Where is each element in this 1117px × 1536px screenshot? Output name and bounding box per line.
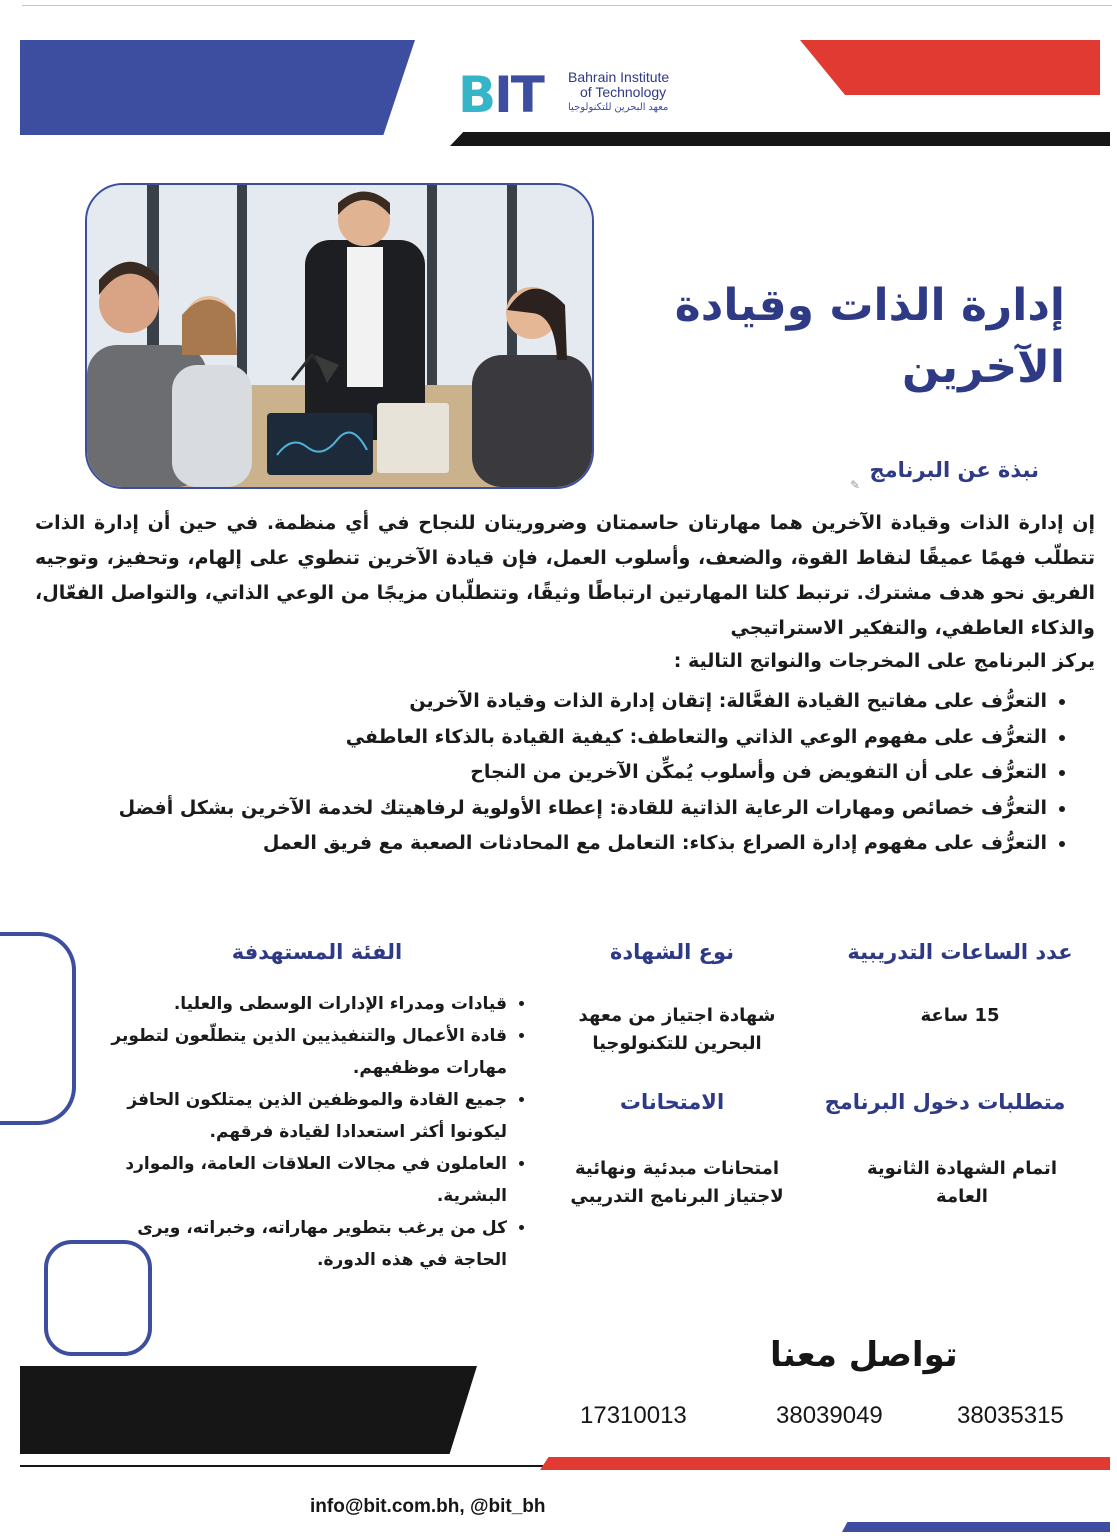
list-item: • التعرُّف على أن التفويض فن وأسلوب يُمكِّن الآخرين من النجاح	[47, 755, 1047, 791]
requirements-heading: متطلبات دخول البرنامج	[824, 1090, 1066, 1114]
logo-en-line1: Bahrain Institute	[568, 69, 670, 85]
phone-number[interactable]: 17310013	[580, 1402, 687, 1429]
phone-number[interactable]: 38035315	[957, 1402, 1064, 1429]
logo-ar-line: معهد البحرين للتكنولوجيا	[568, 102, 669, 113]
list-item: • التعرُّف على مفاتيح القيادة الفعَّالة: إتقان إدارة الذات وقيادة الآخرين	[47, 684, 1047, 720]
top-red-banner	[800, 40, 1100, 95]
list-item: • جميع القادة والموظفين الذين يمتلكون الحافز ليكونوا أكثر استعدادا لقيادة فرقهم.	[87, 1084, 507, 1148]
bottom-black-banner	[20, 1366, 477, 1454]
about-heading: نبذة عن البرنامج	[869, 458, 1039, 482]
email-social-line[interactable]: info@bit.com.bh, @bit_bh	[310, 1496, 546, 1517]
bottom-black-rule	[20, 1465, 543, 1467]
certificate-value: شهادة اجتياز من معهد البحرين للتكنولوجيا	[578, 1005, 776, 1054]
list-item: • كل من يرغب بتطوير مهاراته، وخبراته، ويرى الحاجة في هذه الدورة.	[87, 1212, 507, 1276]
logo-letter-b: B	[458, 66, 495, 124]
logo-wordmark	[568, 70, 669, 115]
intro-paragraph: إن إدارة الذات وقيادة الآخرين هما مهارتان حاسمتان وضروريتان للنجاح في أي منظمة. في حين أن إدارة الذات تتطلّب فهمًا عميقًا لنقاط القوة، والضعف، وأسلوب العمل، فإن قيادة الآخرين تنطوي على إلهام، وتحفيز، وتوجيه الفريق نحو هدف مشترك. ترتبط كلتا المهارتين ارتباطًا وثيقًا، وتتطلّبان مزيجًا من الوعي الذاتي، والتواصل الفعّال، والذكاء العاطفي، والتفكير الاستراتيجي	[35, 512, 1095, 639]
top-rule	[22, 5, 1112, 6]
list-item: • التعرُّف خصائص ومهارات الرعاية الذاتية للقادة: إعطاء الأولوية لرفاهيتك لخدمة الآخرين بشكل أفضل	[47, 791, 1047, 827]
contact-heading: تواصل معنا	[770, 1335, 958, 1375]
exams-value: امتحانات مبدئية ونهائية لاجتياز البرنامج التدريبي	[570, 1158, 784, 1207]
bottom-blue-stripe	[842, 1522, 1110, 1532]
requirements-value: اتمام الشهادة الثانوية العامة	[867, 1158, 1057, 1207]
bottom-red-stripe	[540, 1457, 1110, 1470]
pencil-icon: ✎	[850, 478, 861, 492]
list-item: • قادة الأعمال والتنفيذيين الذين يتطلّعون لتطوير مهارات موظفيهم.	[87, 1020, 507, 1084]
list-item: • قيادات ومدراء الإدارات الوسطى والعليا.	[87, 988, 507, 1020]
meeting-photo	[85, 183, 594, 489]
target-list	[87, 988, 527, 1276]
decorative-outline-bottom	[44, 1240, 152, 1356]
list-item: • التعرُّف على مفهوم إدارة الصراع بذكاء: التعامل مع المحادثات الصعبة مع فريق العمل	[47, 826, 1047, 862]
certificate-heading: نوع الشهادة	[609, 940, 735, 964]
logo-letters-it: IT	[494, 66, 543, 124]
outcomes-intro: يركز البرنامج على المخرجات والنواتج التالية :	[673, 650, 1095, 672]
hours-value: 15 ساعة	[920, 1005, 1000, 1026]
top-black-stripe	[450, 132, 1110, 146]
decorative-outline-top	[0, 932, 76, 1125]
hours-heading: عدد الساعات التدريبية	[847, 940, 1073, 964]
list-item: • التعرُّف على مفهوم الوعي الذاتي والتعاطف: كيفية القيادة بالذكاء العاطفي	[47, 720, 1047, 756]
target-heading: الفئة المستهدفة	[231, 940, 403, 964]
outcomes-list	[47, 684, 1067, 862]
top-blue-banner	[20, 40, 415, 135]
logo-en-line2: of Technology	[580, 84, 667, 100]
exams-heading: الامتحانات	[619, 1090, 725, 1114]
course-title: إدارة الذات وقيادة الآخرين	[674, 280, 1065, 393]
list-item: • العاملون في مجالات العلاقات العامة، والموارد البشرية.	[87, 1148, 507, 1212]
meeting-illustration	[87, 185, 592, 487]
bit-logo-mark	[458, 66, 543, 124]
phone-number[interactable]: 38039049	[776, 1402, 883, 1429]
